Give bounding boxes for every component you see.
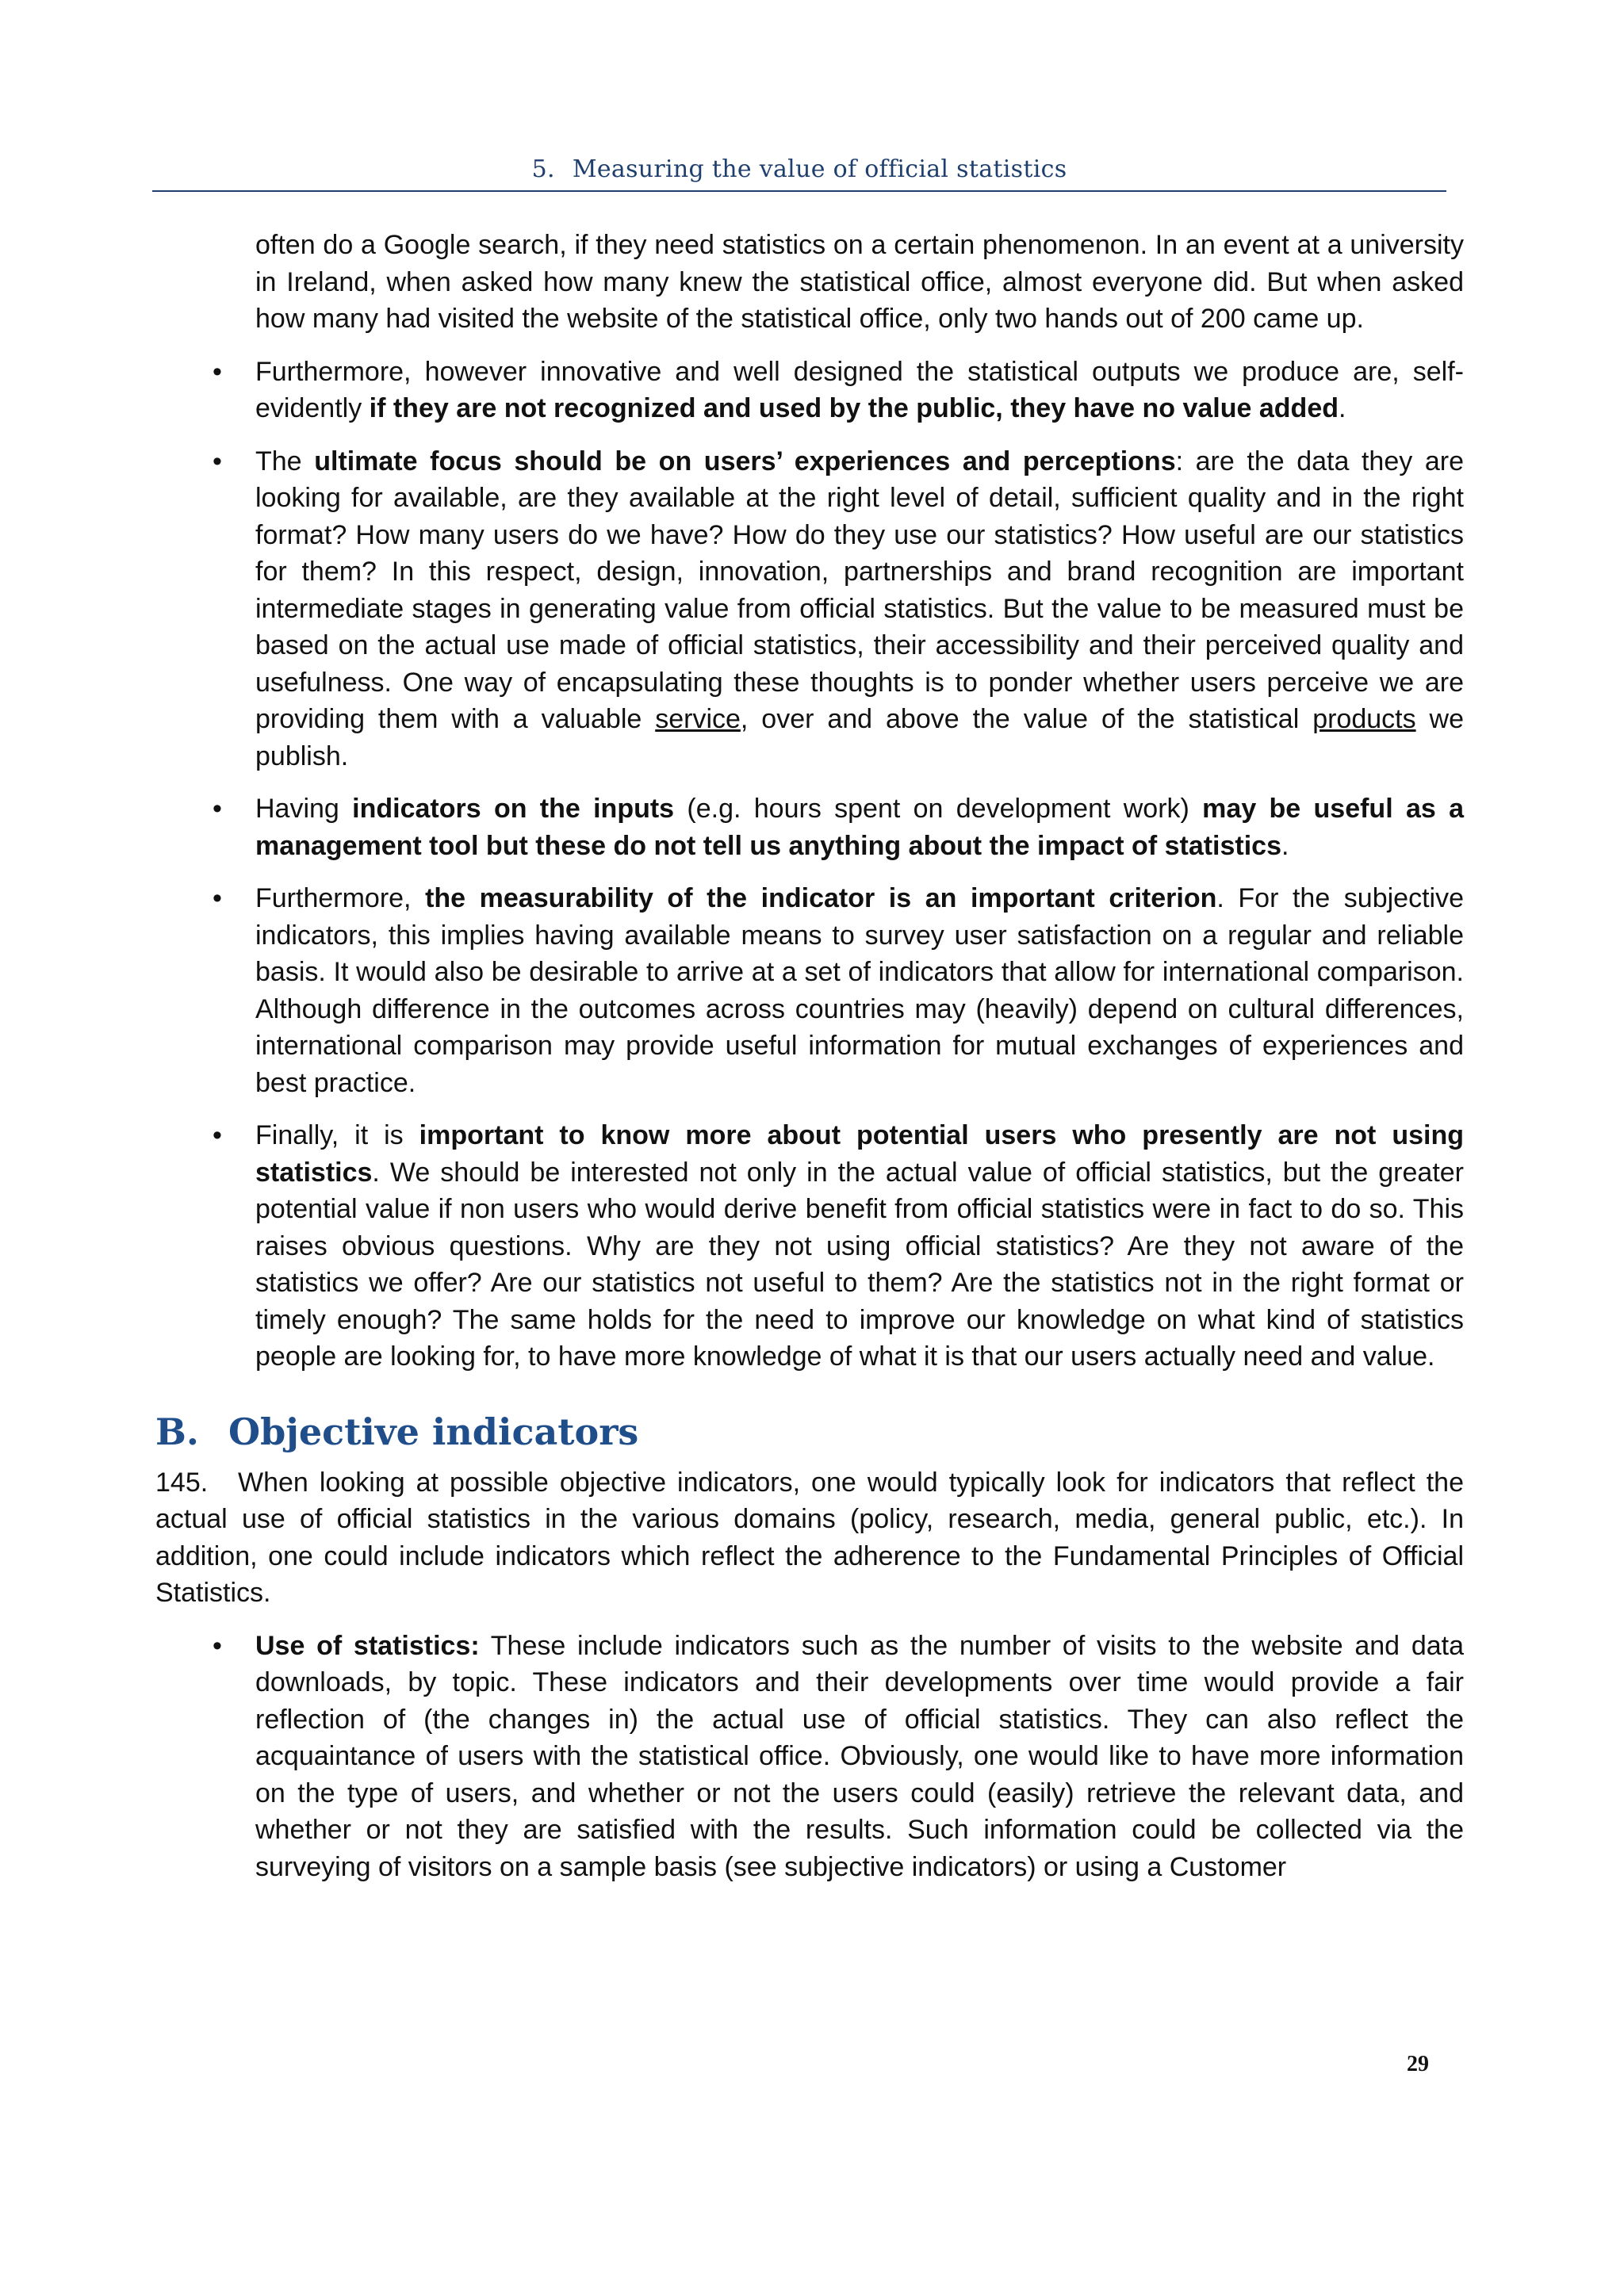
- section-heading: [155, 1407, 1464, 1456]
- emphasis: the measurability of the indicator is an important criterion: [425, 883, 1217, 913]
- header-rule: [152, 190, 1446, 192]
- bullet-text: Furthermore, however innovative and well designed the statistical outputs we produce are, self-evidently if they are not recognized and used by the public, they have no value added.: [255, 356, 1464, 423]
- chapter-number: 5.: [531, 155, 555, 183]
- bullet-text: Use of statistics: These include indicators such as the number of visits to the website and data downloads, by topic. These indicators and their developments over time would provide a fair reflection of (the changes in) the actual use of official statistics. They can also reflect the acquaintance of users with the statistical office. Obviously, one would like to have more information on the type of users, and whether or not the users could (easily) retrieve the relevant data, and whether or not they are satisfied with the results. Such information could be collected via the surveying of visitors on a sample basis (see subjective indicators) or using a Customer: [255, 1630, 1464, 1882]
- bullet-text: Having indicators on the inputs (e.g. hours spent on development work) may be useful as a management tool but these do not tell us anything about the impact of statistics.: [255, 794, 1465, 861]
- section-letter: B.: [155, 1410, 199, 1453]
- emphasis: if they are not recognized and used by the public, they have no value added: [369, 393, 1339, 423]
- bullet-item-measurability: [155, 880, 1464, 1101]
- bullet-item-input-indicators: [155, 790, 1464, 864]
- paragraph-text: When looking at possible objective indicators, one would typically look for indicators that reflect the actual use of official statistics in the various domains (policy, research, media, general public, etc.). In addition, one could include indicators which reflect the adherence to the Fundamental Principles of Official Statistics.: [155, 1467, 1464, 1608]
- section-title: Objective indicators: [228, 1410, 639, 1453]
- bullet-text: Furthermore, the measurability of the indicator is an important criterion. For the subjective indicators, this implies having available means to survey user satisfaction on a regular and reliable basis. It would also be desirable to arrive at a set of indicators that allow for international comparison. Although difference in the outcomes across countries may (heavily) depend on cultural differences, international comparison may provide useful information for mutual exchanges of experiences and best practice.: [255, 883, 1464, 1098]
- bullet-item-user-focus: [155, 443, 1464, 775]
- body-text: [155, 227, 1464, 1901]
- bullet-item-value-added: [155, 354, 1464, 427]
- emphasis: Use of statistics:: [255, 1630, 480, 1661]
- underlined-service: service: [655, 704, 741, 734]
- bullet-text: Finally, it is important to know more about potential users who presently are not using statistics. We should be interested not only in the actual value of official statistics, but the greater potential value if non users who would derive benefit from official statistics were in fact to do so. This raises obvious questions. Why are they not using official statistics? Are they not aware of the statistics we offer? Are our statistics not useful to them? Are the statistics not in the right format or timely enough? The same holds for the need to improve our knowledge on what kind of statistics people are looking for, to have more knowledge of what it is that our users actually need and value.: [255, 1120, 1464, 1372]
- emphasis: indicators on the inputs: [352, 794, 675, 824]
- paragraph-number: 145.: [155, 1467, 209, 1498]
- emphasis: important to know more about potential users who presently are not using statistics: [255, 1120, 1464, 1188]
- bullet-item-potential-users: [155, 1117, 1464, 1376]
- bullet-text: The ultimate focus should be on users’ experiences and perceptions: are the data they are looking for available, are they available at the right level of detail, sufficient quality and in the right format? How many users do we have? How do they use our statistics? How useful are our statistics for them? In this respect, design, innovation, partnerships and brand recognition are important intermediate stages in generating value from official statistics. But the value to be measured must be based on the actual use made of official statistics, their accessibility and their perceived quality and usefulness. One way of encapsulating these thoughts is to ponder whether users perceive we are providing them with a valuable service, over and above the value of the statistical products we publish.: [255, 446, 1464, 771]
- emphasis: may be useful as a management tool but these do not tell us anything about the impact of statistics: [255, 794, 1465, 861]
- bullet-glyph: •: [213, 1120, 222, 1150]
- chapter-title: Measuring the value of official statistics: [572, 155, 1067, 183]
- bullet-glyph: •: [213, 356, 222, 387]
- page-number: 29: [1407, 2052, 1429, 2076]
- bullet-glyph: •: [213, 446, 222, 476]
- emphasis: ultimate focus should be on users’ experiences and perceptions: [314, 446, 1176, 476]
- underlined-products: products: [1312, 704, 1416, 734]
- bullet-glyph: •: [213, 883, 222, 913]
- bullet-glyph: •: [213, 794, 222, 824]
- bullet-glyph: •: [213, 1630, 222, 1661]
- continued-paragraph: often do a Google search, if they need statistics on a certain phenomenon. In an event at a university in Ireland, when asked how many knew the statistical office, almost everyone did. But when asked how many had visited the website of the statistical office, only two hands out of 200 came up.: [255, 230, 1464, 334]
- running-header: [152, 155, 1446, 183]
- bullet-item-use-of-statistics: [155, 1628, 1464, 1886]
- numbered-paragraph-145: [155, 1464, 1464, 1612]
